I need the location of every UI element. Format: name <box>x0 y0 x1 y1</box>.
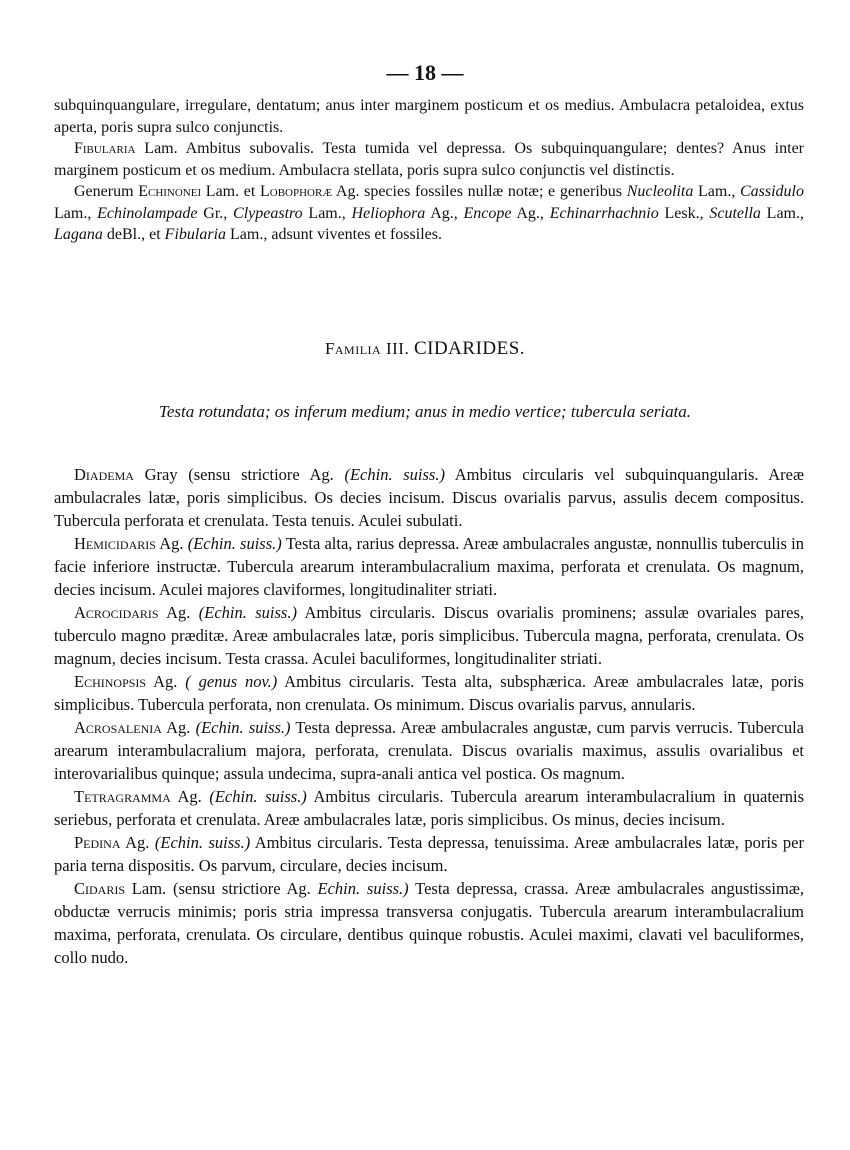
text-run: Ag. species fossiles nullæ notæ; e generibus <box>332 183 627 200</box>
text-run: Lam., adsunt viventes et fossiles. <box>226 226 442 243</box>
genus-description: Lam. Ambitus subovalis. Testa tumida vel depressa. Os subquinquangulare; dentes? Anus inter marginem posticum et os medium. Ambulacra stellata, poris supra sulco conjunctis vel distinctis. <box>54 140 804 179</box>
genus-name: Tetragramma <box>74 787 171 806</box>
text-run: Lam., <box>693 183 740 200</box>
genus-description: Ambitus circularis vel subquinquangularis. Areæ ambulacrales latæ, poris simplicibus. Os decies incisum. Discus ovarialis parvus, assulis decem compositus. Tubercula perforata et crenulata. Testa tenuis. Aculei subulati. <box>54 465 804 530</box>
genus-name: Cidaris <box>74 879 126 898</box>
genus-author: Ag. <box>146 672 186 691</box>
genus-author: Ag. <box>158 603 199 622</box>
text-run: Lam., <box>302 204 352 222</box>
genus-name-italic: Clypeastro <box>233 204 303 222</box>
text-run: Lam., <box>54 204 98 222</box>
paragraph-continuation: subquinquangulare, irregulare, dentatum; anus inter marginem posticum et os medius. Ambulacra petaloidea, extus aperta, poris supra sulco conjunctis. <box>54 97 804 136</box>
genus-entry <box>54 877 804 969</box>
genera-list <box>54 463 804 969</box>
genus-name-italic: Cassidulo <box>739 183 804 200</box>
family-name: CIDARIDES. <box>413 338 526 359</box>
genus-author: Ag. <box>120 833 155 852</box>
genus-name-italic: Lagana <box>54 226 103 243</box>
genus-name: Acrosalenia <box>74 718 162 737</box>
genus-description: Ambitus circularis. Testa alta, subsphærica. Areæ ambulacrales latæ, poris simplicibus. Tubercula perforata, non crenulata. Os minimum. Discus ovarialis parvus, annularis. <box>54 672 804 714</box>
genus-description: Ambitus circularis. Testa depressa, tenuissima. Areæ ambulacrales latæ, poris per paria terna dispositis. Os parvum, circulare, decies incisum. <box>54 833 804 875</box>
genus-name: Lobophoræ <box>259 183 333 200</box>
family-prefix: Familia III. <box>324 339 410 358</box>
text-run: Ag., <box>511 204 550 222</box>
genus-entry <box>54 532 804 601</box>
genus-entry <box>54 463 804 532</box>
genus-description: Ambitus circularis. Tubercula arearum interambulacralium in quaternis seriebus, perforata et crenulata. Areæ ambulacrales latæ, poris simplicibus. Os minus, decies incisum. <box>54 787 805 829</box>
genus-author: Ag. <box>161 718 196 737</box>
genus-reference: (Echin. suiss.) <box>195 718 291 737</box>
text-run: Lam. et <box>201 183 260 200</box>
genus-name: Acrocidaris <box>74 603 159 622</box>
genus-name: Fibularia <box>74 140 136 157</box>
genus-name-italic: Nucleolita <box>626 183 694 200</box>
genus-name-italic: Encope <box>463 204 512 222</box>
genus-name: Echinopsis <box>74 672 147 691</box>
genus-author: Ag. <box>170 787 210 806</box>
text-run: Generum <box>74 183 139 200</box>
genus-name-italic: Echinarrhachnio <box>549 204 659 222</box>
genus-name-italic: Fibularia <box>164 226 227 243</box>
paragraph-fibularia <box>54 138 804 181</box>
genus-name-italic: Heliophora <box>351 204 426 222</box>
genus-reference: ( genus nov.) <box>185 672 278 691</box>
text-run: deBl., et <box>102 226 165 243</box>
text-run: Gr., <box>197 204 234 222</box>
genus-author: Ag. <box>155 534 188 553</box>
genus-description: Testa depressa. Areæ ambulacrales angustæ, cum parvis verrucis. Tubercula arearum interambulacralium majora, perforata, crenulata. Discus ovarialis maximus, assulis ovarialibus et interovarialibus quinque; assula undecima, supra-anali antica vel postica. Os magnum. <box>54 718 805 783</box>
family-description: Testa rotundata; os inferum medium; anus in medio vertice; tubercula seriata. <box>158 402 692 421</box>
text-run: Lesk., <box>658 204 710 222</box>
genus-reference: (Echin. suiss.) <box>198 603 297 622</box>
genus-entry <box>54 601 804 670</box>
genus-entry <box>54 716 804 785</box>
genus-entry <box>54 670 804 716</box>
genus-description: Testa alta, rarius depressa. Areæ ambulacrales angustæ, nonnullis tuberculis in facie inferiore instructæ. Tubercula arearum interambulacralium maxima, perforata et crenulata. Os magnum, decies incisum. Aculei majores claviformes, longitudinaliter striati. <box>54 534 805 599</box>
genus-description: Testa depressa, crassa. Areæ ambulacrales angustissimæ, obductæ verrucis minimis; poris stria impressa transversa conjugatis. Tubercula arearum interambulacralium maxima, perforata, crenulata. Os circulare, dentibus quinque robustis. Aculei maximi, clavati vel baculiformes, collo nudo. <box>54 879 804 967</box>
genus-name-italic: Scutella <box>709 204 761 222</box>
genus-reference: (Echin. suiss.) <box>209 787 307 806</box>
text-run: Lam., <box>760 204 805 222</box>
genus-name: Diadema <box>74 465 134 484</box>
genus-author: Gray (sensu strictiore Ag. <box>133 465 345 484</box>
genus-reference: (Echin. suiss.) <box>344 465 445 484</box>
genus-entry <box>54 785 804 831</box>
paragraph-genera-fossils <box>54 181 804 246</box>
genus-description: Ambitus circularis. Discus ovarialis prominens; assulæ ovariales pares, tuberculo magno præditæ. Areæ ambulacrales latæ, poris simplicibus. Tubercula magna, perforata, crenulata. Os magnum, decies incisum. Testa crassa. Aculei baculiformes, longitudinaliter striati. <box>54 603 804 668</box>
page-number: — 18 — <box>386 60 464 85</box>
genus-entry <box>54 831 804 877</box>
genus-name: Pedina <box>74 833 121 852</box>
genus-reference: Echin. suiss.) <box>317 879 409 898</box>
genus-author: Lam. (sensu strictiore Ag. <box>125 879 318 898</box>
genus-reference: (Echin. suiss.) <box>187 534 282 553</box>
genus-name-italic: Echinolampade <box>97 204 198 222</box>
text-run: Ag., <box>425 204 464 222</box>
genus-name: Hemicidaris <box>74 534 156 553</box>
family-heading <box>0 338 850 360</box>
genus-reference: (Echin. suiss.) <box>154 833 251 852</box>
genus-name: Echinonei <box>138 183 202 200</box>
continued-text-block <box>54 95 804 246</box>
